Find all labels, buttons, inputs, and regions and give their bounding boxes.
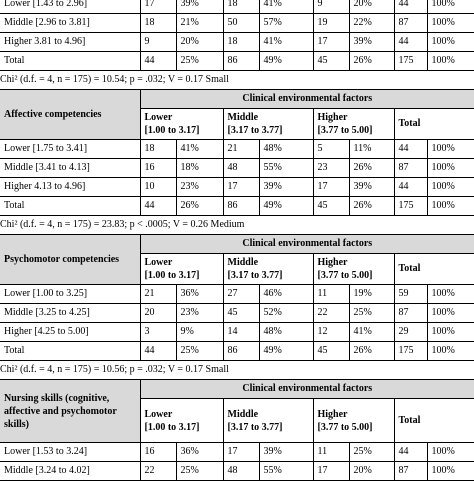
table-cell: 100% [427,33,474,52]
table-cell: 11 [313,443,349,462]
table-cell: 18 [140,140,176,159]
category-label: Psychomotor competencies [0,235,140,285]
table-cell: 26% [349,52,394,71]
table-cell: 19% [349,285,394,304]
table-cell: 3 [140,323,176,342]
table-cell: 26% [176,197,223,216]
table-cell: 16 [140,159,176,178]
table-cell: 11% [349,140,394,159]
table-cell: 100% [427,159,474,178]
table-cell: 22 [140,462,176,481]
table-row [0,14,474,33]
category-label: Nursing skills (cognitive, affective and psychomotor skills) [0,380,140,443]
table-cell: 49% [259,52,313,71]
table-row [0,462,474,481]
table-row [0,33,474,52]
header-title: Clinical environmental factors [140,235,474,254]
table-cell: 100% [427,285,474,304]
table-cell: 17 [140,0,176,14]
table-cell: 44 [394,178,427,197]
header-total: Total [394,399,474,443]
table-cell: 87 [394,462,427,481]
table-cell: 25% [176,462,223,481]
table-cell: 100% [427,52,474,71]
table-cell: 45 [313,197,349,216]
header-lower: Lower [1.00 to 3.17] [140,399,223,443]
table-cell: 100% [427,197,474,216]
table-cell: 18 [140,14,176,33]
table-cell: 44 [394,140,427,159]
header-higher: Higher [3.77 to 5.00] [313,399,394,443]
table-cell: 26% [349,159,394,178]
table-row [0,342,474,361]
table-nursing-skills [0,379,474,481]
table-cell: 100% [427,323,474,342]
table-cell: 27 [223,285,259,304]
table-cell: 87 [394,304,427,323]
table-cell: 44 [394,0,427,14]
table-cell: 49% [259,342,313,361]
table-cell: 100% [427,14,474,33]
table-cell: 9% [176,323,223,342]
row-label: Lower [1.43 to 2.96] [0,0,140,14]
table-cell: 44 [140,52,176,71]
header-middle: Middle [3.17 to 3.77] [223,109,313,140]
table-cell: 9 [313,0,349,14]
row-label: Higher [4.25 to 5.00] [0,323,140,342]
table-cell: 55% [259,159,313,178]
table-psychomotor [0,234,474,361]
table-row [0,178,474,197]
table-cell: 59 [394,285,427,304]
table-cell: 5 [313,140,349,159]
header-middle: Middle [3.17 to 3.77] [223,399,313,443]
table-row [0,52,474,71]
table-cell: 48% [259,140,313,159]
table-cell: 17 [223,178,259,197]
table-cell: 12 [313,323,349,342]
table-cell: 86 [223,342,259,361]
row-label: Lower [1.00 to 3.25] [0,285,140,304]
row-label: Total [0,342,140,361]
row-label: Higher 3.81 to 4.96] [0,33,140,52]
table-cell: 25% [176,342,223,361]
table-cell: 20% [349,0,394,14]
table-cell: 23 [313,159,349,178]
table-cell: 41% [176,140,223,159]
row-label: Middle [3.24 to 4.02] [0,462,140,481]
table-cell: 39% [349,178,394,197]
table-cell: 41% [349,323,394,342]
table-cell: 26% [349,197,394,216]
header-middle: Middle [3.17 to 3.77] [223,254,313,285]
table-cell: 45 [313,342,349,361]
table-cell: 100% [427,304,474,323]
table-cell: 175 [394,197,427,216]
table-cell: 22% [349,14,394,33]
table-cell: 18 [223,33,259,52]
table-cell: 16 [140,443,176,462]
table-row [0,140,474,159]
table-cell: 29 [394,323,427,342]
table-cell: 86 [223,52,259,71]
table-cell: 44 [394,443,427,462]
table-cell: 100% [427,342,474,361]
header-total: Total [394,109,474,140]
table-cell: 18 [223,0,259,14]
table-row [0,285,474,304]
table-cell: 17 [313,33,349,52]
stat-line-2: Chi² (d.f. = 4, n = 175) = 23.83; p < .0005; V = 0.26 Medium [0,219,245,230]
table-cell: 175 [394,52,427,71]
table-cell: 100% [427,0,474,14]
row-label: Lower [1.75 to 3.41] [0,140,140,159]
table-cell: 87 [394,159,427,178]
table-cell: 48 [223,159,259,178]
row-label: Total [0,52,140,71]
header-higher: Higher [3.77 to 5.00] [313,254,394,285]
table-cell: 14 [223,323,259,342]
table-cell: 44 [140,342,176,361]
header-lower: Lower [1.00 to 3.17] [140,254,223,285]
table-cell: 23% [176,178,223,197]
table-cell: 44 [140,197,176,216]
table-cell: 55% [259,462,313,481]
table-cell: 25% [349,443,394,462]
table-cell: 26% [349,342,394,361]
table-cell: 21 [223,140,259,159]
table-cell: 45 [223,304,259,323]
table-cell: 10 [140,178,176,197]
table-cognitive-continued [0,0,474,71]
header-lower: Lower [1.00 to 3.17] [140,109,223,140]
table-cell: 19 [313,14,349,33]
row-label: Middle [3.41 to 4.13] [0,159,140,178]
row-label: Middle [3.25 to 4.25] [0,304,140,323]
table-cell: 41% [259,0,313,14]
header-title: Clinical environmental factors [140,90,474,109]
table-cell: 175 [394,342,427,361]
table-cell: 57% [259,14,313,33]
header-total: Total [394,254,474,285]
header-title: Clinical environmental factors [140,380,474,399]
table-cell: 11 [313,285,349,304]
table-cell: 100% [427,462,474,481]
table-cell: 46% [259,285,313,304]
table-cell: 21 [140,285,176,304]
table-cell: 41% [259,33,313,52]
table-cell: 22 [313,304,349,323]
table-cell: 36% [176,285,223,304]
table-cell: 48 [223,462,259,481]
row-label: Total [0,197,140,216]
table-cell: 18% [176,159,223,178]
table-cell: 49% [259,197,313,216]
table-cell: 100% [427,178,474,197]
table-cell: 39% [349,33,394,52]
table-cell: 100% [427,443,474,462]
category-label: Affective competencies [0,90,140,140]
table-cell: 20% [176,33,223,52]
table-cell: 36% [176,443,223,462]
table-cell: 44 [394,33,427,52]
row-label: Lower [1.53 to 3.24] [0,443,140,462]
table-cell: 25% [176,52,223,71]
table-cell: 48% [259,323,313,342]
table-row [0,443,474,462]
table-row [0,323,474,342]
table-cell: 17 [223,443,259,462]
table-cell: 17 [313,178,349,197]
table-row [0,304,474,323]
table-affective [0,89,474,216]
row-label: Higher 4.13 to 4.96] [0,178,140,197]
table-cell: 39% [259,443,313,462]
table-cell: 21% [176,14,223,33]
table-cell: 87 [394,14,427,33]
header-higher: Higher [3.77 to 5.00] [313,109,394,140]
table-cell: 23% [176,304,223,323]
table-cell: 39% [259,178,313,197]
table-row [0,159,474,178]
table-cell: 45 [313,52,349,71]
stat-line-3: Chi² (d.f. = 4, n = 175) = 10.56; p = .032; V = 0.17 Small [0,364,229,375]
table-cell: 20 [140,304,176,323]
table-cell: 86 [223,197,259,216]
table-cell: 9 [140,33,176,52]
table-cell: 25% [349,304,394,323]
table-cell: 50 [223,14,259,33]
stat-line-1: Chi² (d.f. = 4, n = 175) = 10.54; p = .032; V = 0.17 Small [0,74,229,85]
table-cell: 17 [313,462,349,481]
table-cell: 20% [349,462,394,481]
table-cell: 39% [176,0,223,14]
table-cell: 100% [427,140,474,159]
table-row [0,0,474,14]
row-label: Middle [2.96 to 3.81] [0,14,140,33]
table-row [0,197,474,216]
table-cell: 52% [259,304,313,323]
